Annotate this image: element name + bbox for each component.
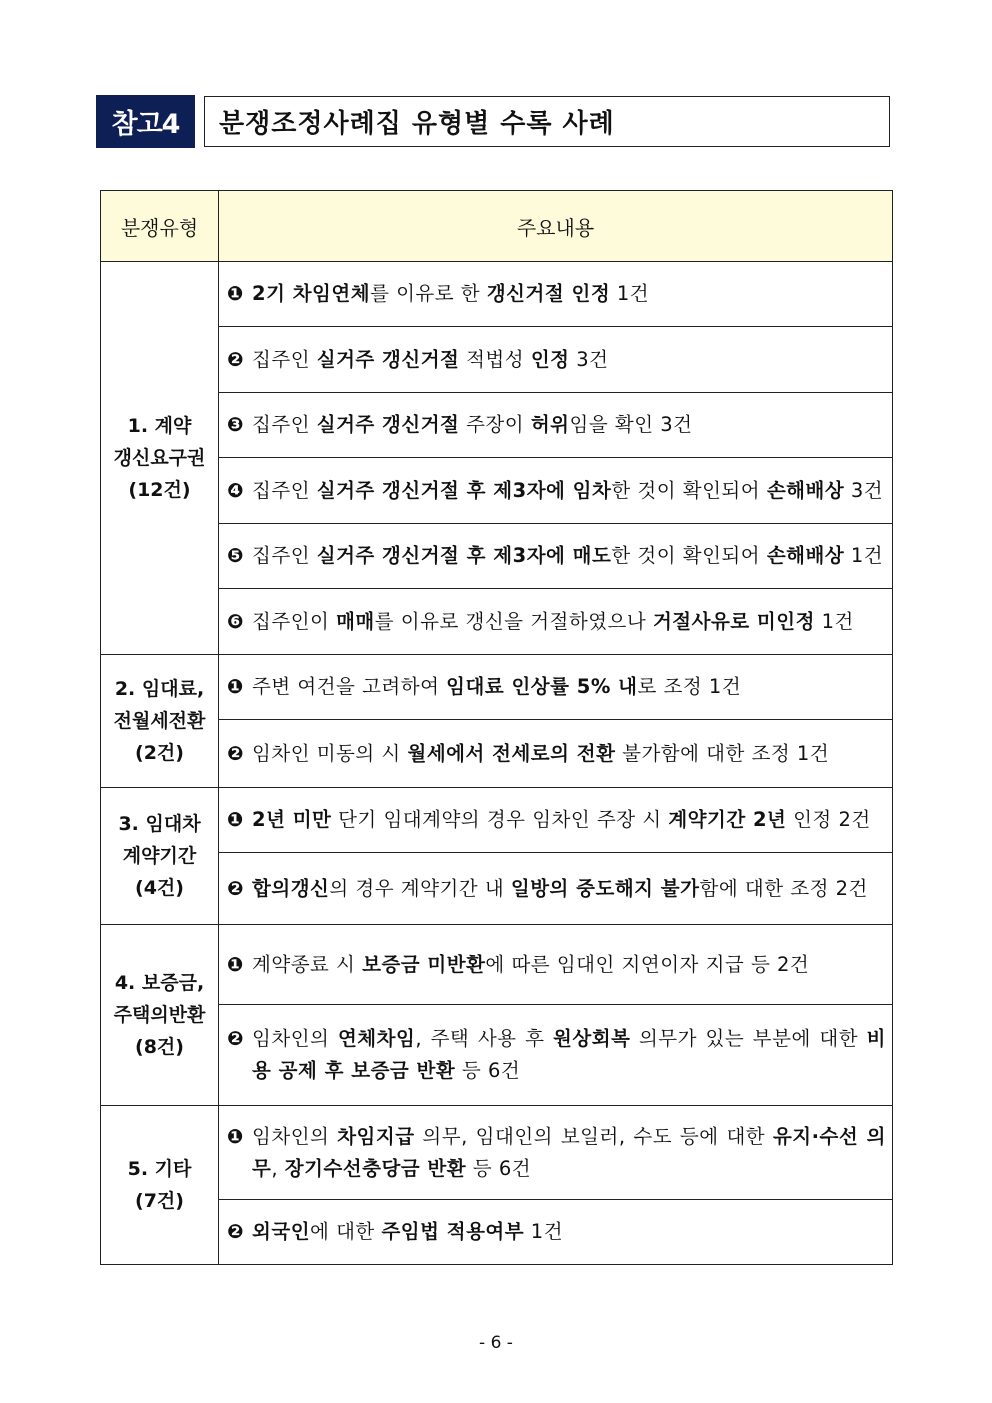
category-line: 전월세전환 (113, 710, 206, 732)
item-number: ❹ (227, 478, 245, 502)
item-text-part: 계약종료 시 (252, 952, 363, 976)
item-text-bold: 원상회복 (553, 1027, 631, 1050)
category-line: 주택의반환 (113, 1004, 206, 1026)
table-row (101, 589, 893, 655)
item-text-part: 단기 임대계약의 경우 임차인 주장 시 (331, 808, 669, 831)
item-text-bold: 실거주 갱신거절 (316, 347, 460, 371)
item-text-bold: 계약기간 2년 (668, 808, 787, 831)
item-text-part: , (271, 1156, 285, 1180)
item-number: ❶ (227, 952, 245, 976)
item-text-part: 불가함에 대한 조정 1건 (615, 741, 830, 765)
item-text-bold: 월세에서 전세로의 전환 (407, 741, 616, 765)
item-text-bold: 갱신거절 인정 (486, 282, 611, 305)
table-row (101, 1106, 893, 1200)
page-header (96, 95, 892, 148)
item-text-part: 집주인 (252, 347, 317, 371)
item-text-part: 임차인의 (252, 1027, 338, 1050)
item-text (252, 409, 886, 441)
category-line: 5. 기타 (127, 1158, 192, 1180)
item-text-part: 등 6건 (466, 1156, 532, 1180)
item-text (252, 540, 886, 572)
item-text-part: 인정 2건 (786, 808, 871, 831)
table-row (101, 327, 893, 393)
item-text (252, 671, 886, 703)
item-text-part: 임차인 미동의 시 (252, 741, 408, 765)
case-item (219, 524, 893, 589)
item-text-bold: 보증금 미반환 (362, 952, 486, 976)
item-text-bold: 유지·수선 의무 (252, 1124, 886, 1180)
item-text-part: 함에 대한 조정 2건 (699, 876, 868, 900)
category-line: (4건) (135, 877, 184, 899)
case-item (219, 262, 893, 327)
item-number: ❺ (227, 544, 245, 567)
category-line: 4. 보증금, (114, 972, 205, 994)
item-text (252, 949, 886, 981)
item-text-bold: 거절사유로 미인정 (652, 609, 815, 633)
category-line: 3. 임대차 (118, 813, 201, 835)
item-number: ❷ (227, 347, 245, 371)
item-text-bold: 2년 미만 (252, 808, 332, 831)
item-text-part: 로 조정 1건 (637, 675, 742, 698)
table-row (101, 524, 893, 589)
item-text-part: 에 대한 (310, 1220, 382, 1243)
table-header-row (101, 191, 893, 262)
item-text-bold: 임대료 인상률 5% 내 (446, 675, 638, 698)
item-number: ❶ (227, 1124, 245, 1148)
case-item (219, 853, 893, 925)
item-text-bold: 매매 (336, 609, 375, 633)
table-row (101, 1200, 893, 1265)
case-item (219, 925, 893, 1005)
item-text-bold: 실거주 갱신거절 후 제3자에 임차 (316, 478, 612, 502)
case-item (219, 589, 893, 655)
case-item (219, 1200, 893, 1265)
category-line: (12건) (128, 479, 191, 501)
item-text-part: 의 경우 계약기간 내 (329, 876, 511, 900)
case-item (219, 393, 893, 458)
item-text (252, 278, 886, 310)
dispute-category (101, 655, 219, 788)
item-text-bold: 장기수선충당금 반환 (284, 1156, 467, 1180)
dispute-category (101, 1106, 219, 1265)
item-text-part: 주변 여건을 고려하여 (252, 675, 447, 698)
table-row (101, 720, 893, 788)
item-text-part: 한 것이 확인되어 (611, 478, 767, 502)
reference-badge: 참고4 (96, 95, 195, 148)
item-text-bold: 허위 (530, 413, 570, 436)
item-text-bold: 2기 차임연체 (252, 282, 371, 305)
item-text (252, 1121, 886, 1185)
case-item (219, 1106, 893, 1200)
item-text-part: 1건 (844, 544, 884, 567)
item-text-part: 1건 (610, 282, 650, 305)
table-row (101, 788, 893, 853)
item-text (252, 738, 886, 770)
case-item (219, 458, 893, 524)
item-text-part: 집주인 (252, 544, 317, 567)
case-item (219, 1005, 893, 1106)
item-number: ❸ (227, 413, 245, 436)
item-number: ❶ (227, 675, 245, 698)
item-number: ❶ (227, 282, 245, 305)
item-number: ❷ (227, 741, 245, 765)
item-number: ❻ (227, 609, 245, 633)
item-text-part: , 주택 사용 후 (415, 1027, 554, 1050)
category-line: 계약기간 (122, 845, 197, 867)
table-row (101, 853, 893, 925)
case-item (219, 655, 893, 720)
item-number: ❷ (227, 876, 245, 900)
item-text-bold: 연체차임 (337, 1027, 416, 1050)
case-item (219, 327, 893, 393)
case-item (219, 720, 893, 788)
item-text-part: 집주인 (252, 478, 317, 502)
item-text-bold: 주임법 적용여부 (381, 1220, 525, 1243)
item-text-bold: 차임지급 (337, 1124, 415, 1148)
table-body (101, 262, 893, 1265)
dispute-category (101, 788, 219, 925)
category-line: 1. 계약 (127, 415, 192, 437)
item-text-bold: 실거주 갱신거절 (316, 413, 460, 436)
item-text-part: 집주인 (252, 413, 317, 436)
item-text-part: 의무, 임대인의 보일러, 수도 등에 대한 (414, 1124, 773, 1148)
category-line: (8건) (135, 1036, 184, 1058)
item-text-part: 한 것이 확인되어 (611, 544, 767, 567)
item-text-bold: 외국인 (252, 1220, 311, 1243)
item-text-part: 1건 (814, 609, 854, 633)
dispute-cases-table (100, 190, 893, 1265)
item-text-part: 등 6건 (455, 1059, 521, 1082)
item-text (252, 1023, 886, 1087)
item-text (252, 873, 886, 905)
item-text (252, 344, 886, 376)
item-text-bold: 일방의 중도해지 불가 (510, 876, 700, 900)
item-text (252, 1216, 886, 1248)
item-text-part: 임차인의 (252, 1124, 338, 1148)
column-header-type: 분쟁유형 (101, 191, 219, 262)
page-number: - 6 - (479, 1333, 513, 1353)
item-text-bold: 인정 (530, 347, 570, 371)
item-text-part: 임을 확인 3건 (569, 413, 693, 436)
table-row (101, 655, 893, 720)
category-line: 2. 임대료, (114, 678, 205, 700)
column-header-content: 주요내용 (219, 191, 893, 262)
item-text-bold: 실거주 갱신거절 후 제3자에 매도 (316, 544, 612, 567)
item-text (252, 475, 886, 507)
dispute-category (101, 925, 219, 1106)
table-row (101, 925, 893, 1005)
item-text-part: 3건 (844, 478, 884, 502)
category-line: 갱신요구권 (113, 447, 206, 469)
category-line: (2건) (135, 742, 184, 764)
item-text-part: 를 이유로 한 (370, 282, 487, 305)
item-text (252, 606, 886, 638)
table-row (101, 458, 893, 524)
category-line: (7건) (135, 1190, 184, 1212)
table-row (101, 393, 893, 458)
item-text-bold: 손해배상 (766, 544, 845, 567)
page-title: 분쟁조정사례집 유형별 수록 사례 (219, 109, 615, 139)
item-text (252, 804, 886, 836)
item-text-part: 의무가 있는 부분에 대한 (630, 1027, 867, 1050)
title-box (204, 96, 890, 147)
item-text-bold: 합의갱신 (252, 876, 330, 900)
item-number: ❷ (227, 1220, 245, 1243)
item-text-part: 3건 (569, 347, 609, 371)
dispute-category (101, 262, 219, 655)
item-text-part: 를 이유로 갱신을 거절하였으나 (374, 609, 653, 633)
table-row (101, 262, 893, 327)
item-text-bold: 비용 공제 후 보증금 반환 (252, 1027, 886, 1082)
item-text-part: 1건 (524, 1220, 564, 1243)
item-text-bold: 손해배상 (766, 478, 845, 502)
item-text-part: 주장이 (459, 413, 531, 436)
case-item (219, 788, 893, 853)
item-number: ❶ (227, 808, 245, 831)
item-text-part: 적법성 (459, 347, 531, 371)
table-row (101, 1005, 893, 1106)
item-text-part: 집주인이 (252, 609, 337, 633)
item-number: ❷ (227, 1027, 245, 1050)
item-text-part: 에 따른 임대인 지연이자 지급 등 2건 (485, 952, 810, 976)
